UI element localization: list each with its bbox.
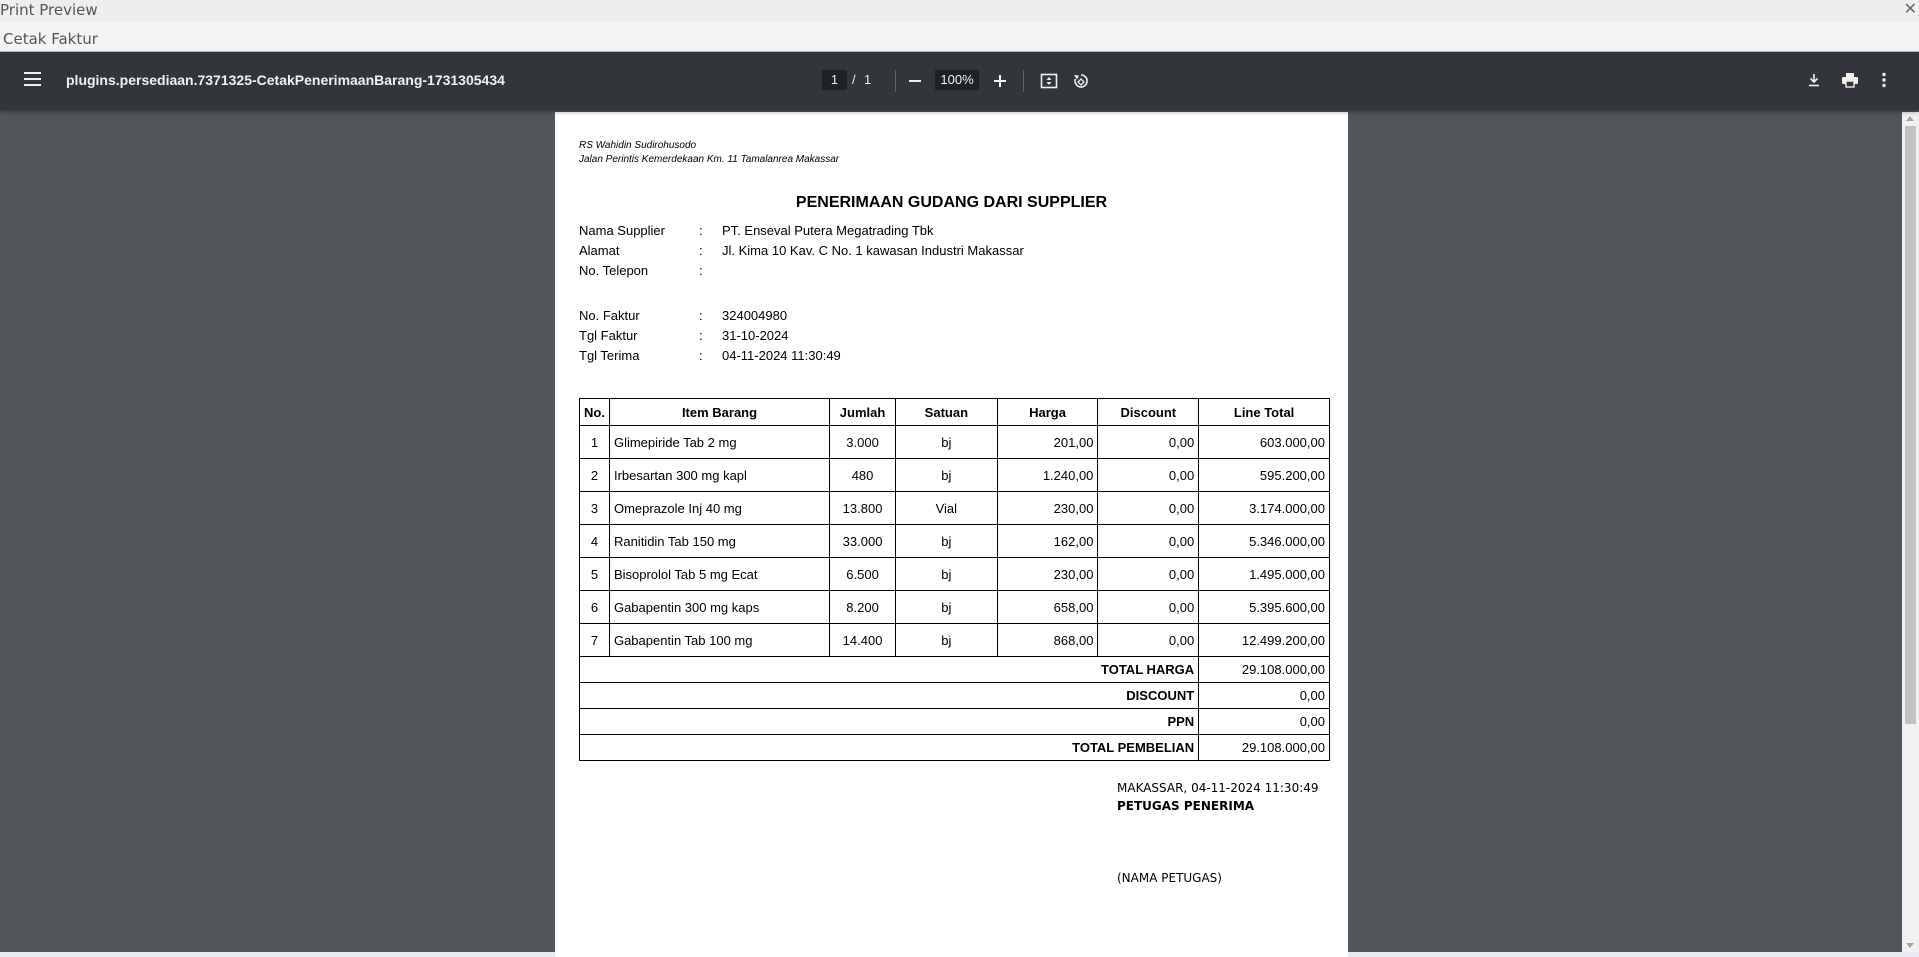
info-colon: : bbox=[699, 243, 703, 258]
summary-label: TOTAL PEMBELIAN bbox=[580, 735, 1199, 761]
header-unit: Satuan bbox=[896, 399, 998, 426]
cell-unit: bj bbox=[896, 525, 998, 558]
hospital-header bbox=[579, 139, 839, 167]
cell-discount: 0,00 bbox=[1098, 426, 1199, 459]
page-total: 1 bbox=[864, 72, 872, 87]
info-label: Nama Supplier bbox=[579, 223, 665, 238]
summary-label: TOTAL HARGA bbox=[580, 657, 1199, 683]
page-number-input[interactable]: 1 bbox=[822, 70, 847, 90]
toolbar-divider bbox=[1023, 70, 1024, 92]
summary-row-total-pembelian bbox=[580, 735, 1330, 761]
cell-item: Irbesartan 300 mg kapl bbox=[609, 459, 829, 492]
cell-item: Gabapentin Tab 100 mg bbox=[609, 624, 829, 657]
cell-qty: 6.500 bbox=[830, 558, 896, 591]
signature-name: (NAMA PETUGAS) bbox=[1117, 871, 1222, 885]
pdf-viewer bbox=[0, 52, 1919, 952]
scroll-down-icon[interactable] bbox=[1906, 943, 1914, 948]
cell-line-total: 1.495.000,00 bbox=[1199, 558, 1330, 591]
rotate-icon[interactable] bbox=[1072, 72, 1090, 90]
cell-price: 230,00 bbox=[997, 492, 1098, 525]
signature-role: PETUGAS PENERIMA bbox=[1117, 799, 1255, 813]
cell-unit: bj bbox=[896, 591, 998, 624]
cell-discount: 0,00 bbox=[1098, 558, 1199, 591]
dialog-subtitle: Cetak Faktur bbox=[3, 30, 98, 48]
cell-discount: 0,00 bbox=[1098, 459, 1199, 492]
more-options-icon[interactable] bbox=[1881, 72, 1887, 88]
table-row bbox=[580, 591, 1330, 624]
cell-item: Glimepiride Tab 2 mg bbox=[609, 426, 829, 459]
cell-price: 868,00 bbox=[997, 624, 1098, 657]
info-value: 31-10-2024 bbox=[722, 328, 789, 343]
scrollbar-thumb[interactable] bbox=[1905, 126, 1916, 724]
summary-value: 29.108.000,00 bbox=[1199, 735, 1330, 761]
summary-label: DISCOUNT bbox=[580, 683, 1199, 709]
info-label: Alamat bbox=[579, 243, 620, 258]
cell-line-total: 595.200,00 bbox=[1199, 459, 1330, 492]
info-colon: : bbox=[699, 223, 703, 238]
cell-price: 1.240,00 bbox=[997, 459, 1098, 492]
info-colon: : bbox=[699, 328, 703, 343]
page-separator: / bbox=[852, 72, 856, 87]
table-row bbox=[580, 426, 1330, 459]
cell-discount: 0,00 bbox=[1098, 591, 1199, 624]
window-titlebar bbox=[0, 0, 1919, 22]
cell-no: 6 bbox=[580, 591, 610, 624]
cell-item: Gabapentin 300 mg kaps bbox=[609, 591, 829, 624]
zoom-level-input[interactable]: 100% bbox=[935, 70, 979, 90]
cell-qty: 3.000 bbox=[830, 426, 896, 459]
zoom-in-icon[interactable] bbox=[993, 74, 1007, 88]
info-label: No. Telepon bbox=[579, 263, 649, 278]
summary-label: PPN bbox=[580, 709, 1199, 735]
hospital-name: RS Wahidin Sudirohusodo bbox=[579, 140, 697, 151]
pdf-toolbar bbox=[0, 52, 1919, 110]
signature-place-date: MAKASSAR, 04-11-2024 11:30:49 bbox=[1117, 781, 1319, 795]
cell-no: 3 bbox=[580, 492, 610, 525]
items-table bbox=[579, 398, 1330, 761]
summary-value: 0,00 bbox=[1199, 709, 1330, 735]
cell-qty: 13.800 bbox=[830, 492, 896, 525]
cell-price: 162,00 bbox=[997, 525, 1098, 558]
cell-qty: 480 bbox=[830, 459, 896, 492]
info-colon: : bbox=[699, 308, 703, 323]
cell-unit: bj bbox=[896, 426, 998, 459]
scroll-up-icon[interactable] bbox=[1906, 116, 1914, 121]
info-colon: : bbox=[699, 263, 703, 278]
cell-discount: 0,00 bbox=[1098, 492, 1199, 525]
info-value: Jl. Kima 10 Kav. C No. 1 kawasan Industri Makassar bbox=[722, 243, 1024, 258]
table-row bbox=[580, 624, 1330, 657]
cell-price: 230,00 bbox=[997, 558, 1098, 591]
window-title: Print Preview bbox=[0, 1, 98, 19]
cell-no: 2 bbox=[580, 459, 610, 492]
summary-row-ppn bbox=[580, 709, 1330, 735]
cell-no: 5 bbox=[580, 558, 610, 591]
menu-icon[interactable] bbox=[24, 72, 41, 86]
close-icon[interactable]: ✕ bbox=[1903, 0, 1917, 18]
cell-line-total: 5.395.600,00 bbox=[1199, 591, 1330, 624]
header-price: Harga bbox=[997, 399, 1098, 426]
toolbar-divider bbox=[895, 70, 896, 92]
cell-item: Bisoprolol Tab 5 mg Ecat bbox=[609, 558, 829, 591]
cell-unit: bj bbox=[896, 624, 998, 657]
cell-no: 1 bbox=[580, 426, 610, 459]
cell-unit: bj bbox=[896, 459, 998, 492]
cell-qty: 14.400 bbox=[830, 624, 896, 657]
dialog-subtitle-bar bbox=[0, 22, 1919, 52]
table-row bbox=[580, 459, 1330, 492]
zoom-out-icon[interactable] bbox=[908, 74, 922, 88]
header-no: No. bbox=[580, 399, 610, 426]
document-filename: plugins.persediaan.7371325-CetakPenerimaanBarang-1731305434 bbox=[66, 72, 505, 88]
hospital-address: Jalan Perintis Kemerdekaan Km. 11 Tamalanrea Makassar bbox=[579, 154, 840, 165]
cell-unit: bj bbox=[896, 558, 998, 591]
download-icon[interactable] bbox=[1806, 72, 1822, 88]
info-value: 324004980 bbox=[722, 308, 788, 323]
header-line-total: Line Total bbox=[1199, 399, 1330, 426]
cell-discount: 0,00 bbox=[1098, 624, 1199, 657]
summary-row-total-harga bbox=[580, 657, 1330, 683]
info-label: Tgl Faktur bbox=[579, 328, 638, 343]
cell-item: Ranitidin Tab 150 mg bbox=[609, 525, 829, 558]
cell-no: 4 bbox=[580, 525, 610, 558]
table-row bbox=[580, 525, 1330, 558]
summary-row-discount bbox=[580, 683, 1330, 709]
vertical-scrollbar[interactable] bbox=[1902, 112, 1919, 952]
cell-qty: 33.000 bbox=[830, 525, 896, 558]
table-header-row bbox=[580, 399, 1330, 426]
cell-qty: 8.200 bbox=[830, 591, 896, 624]
info-label: No. Faktur bbox=[579, 308, 640, 323]
fit-page-icon[interactable] bbox=[1040, 72, 1058, 90]
cell-line-total: 603.000,00 bbox=[1199, 426, 1330, 459]
info-colon: : bbox=[699, 348, 703, 363]
cell-item: Omeprazole Inj 40 mg bbox=[609, 492, 829, 525]
table-row bbox=[580, 492, 1330, 525]
pdf-page bbox=[555, 112, 1348, 957]
print-icon[interactable] bbox=[1841, 72, 1859, 88]
cell-no: 7 bbox=[580, 624, 610, 657]
info-label: Tgl Terima bbox=[579, 348, 640, 363]
summary-value: 0,00 bbox=[1199, 683, 1330, 709]
info-value: PT. Enseval Putera Megatrading Tbk bbox=[722, 223, 934, 238]
info-value: 04-11-2024 11:30:49 bbox=[722, 348, 841, 363]
header-item: Item Barang bbox=[609, 399, 829, 426]
cell-line-total: 3.174.000,00 bbox=[1199, 492, 1330, 525]
cell-line-total: 5.346.000,00 bbox=[1199, 525, 1330, 558]
cell-unit: Vial bbox=[896, 492, 998, 525]
cell-line-total: 12.499.200,00 bbox=[1199, 624, 1330, 657]
summary-value: 29.108.000,00 bbox=[1199, 657, 1330, 683]
table-row bbox=[580, 558, 1330, 591]
cell-price: 658,00 bbox=[997, 591, 1098, 624]
header-discount: Discount bbox=[1098, 399, 1199, 426]
document-heading: PENERIMAAN GUDANG DARI SUPPLIER bbox=[795, 194, 1108, 211]
cell-price: 201,00 bbox=[997, 426, 1098, 459]
header-qty: Jumlah bbox=[830, 399, 896, 426]
cell-discount: 0,00 bbox=[1098, 525, 1199, 558]
